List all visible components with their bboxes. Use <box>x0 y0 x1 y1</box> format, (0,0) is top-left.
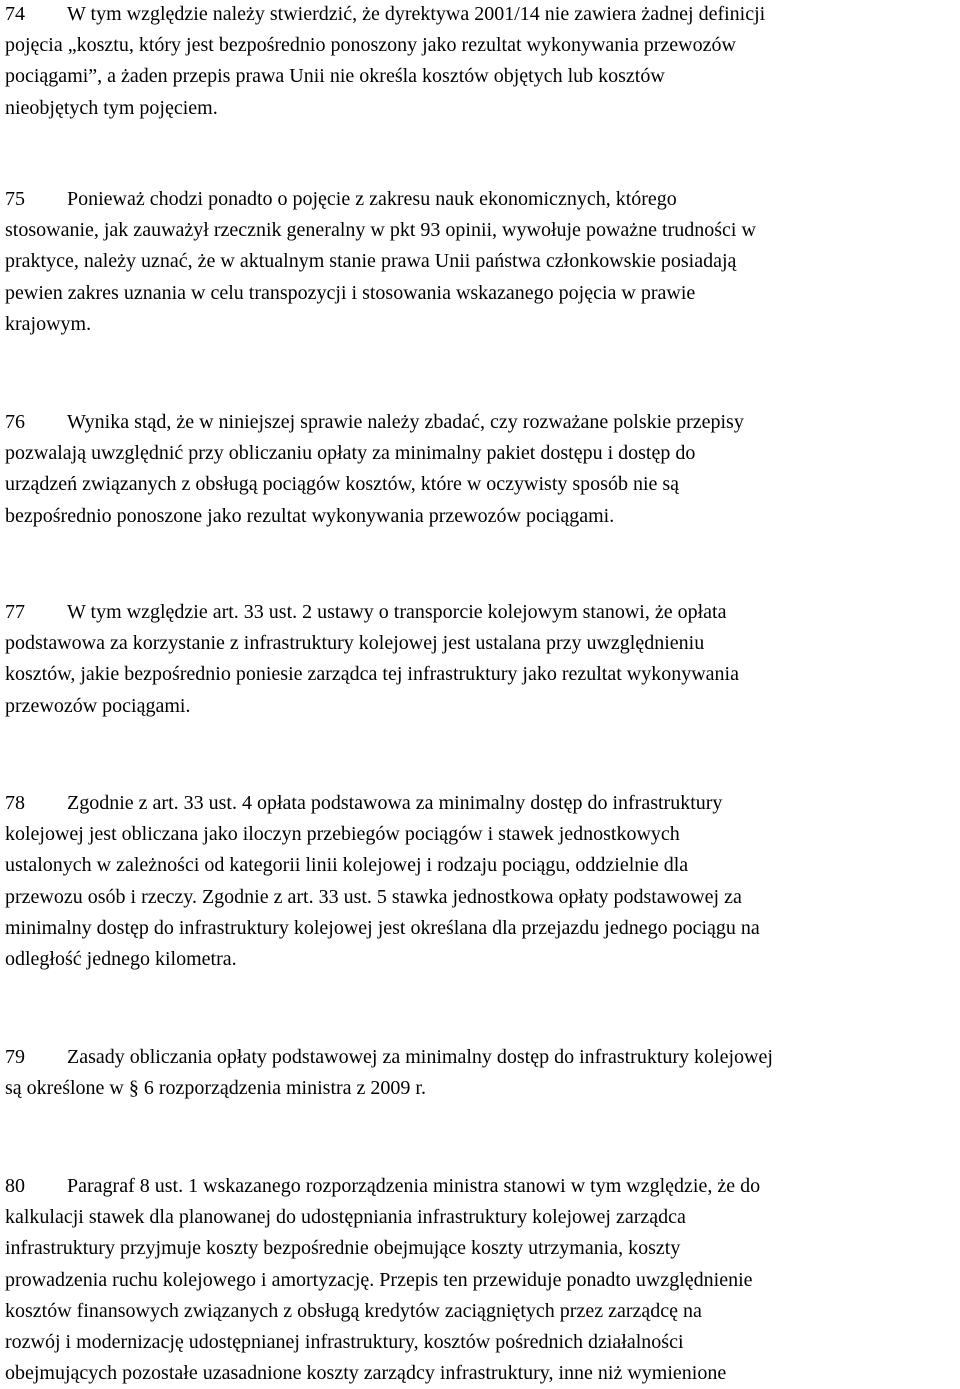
paragraph-line: kosztów finansowych związanych z obsługą kredytów zaciągniętych przez zarządcę na <box>5 1299 702 1322</box>
paragraph-number: 75 <box>5 188 25 210</box>
paragraph-77 <box>5 597 960 722</box>
paragraph-80 <box>5 1171 960 1389</box>
paragraph-number: 77 <box>5 601 25 623</box>
paragraph-line: przewozów pociągami. <box>5 694 191 717</box>
paragraph-line: urządzeń związanych z obsługą pociągów kosztów, które w oczywisty sposób nie są <box>5 473 680 496</box>
paragraph-75 <box>5 184 960 340</box>
paragraph-line <box>5 1042 960 1073</box>
paragraph-line: ustalonych w zależności od kategorii linii kolejowej i rodzaju pociągu, oddzielnie dla <box>5 854 689 877</box>
paragraph-line: kolejowej jest obliczana jako iloczyn przebiegów pociągów i stawek jednostkowych <box>5 823 680 846</box>
paragraph-text: W tym względzie art. 33 ust. 2 ustawy o transporcie kolejowym stanowi, że opłata <box>67 601 727 623</box>
paragraph-text: Paragraf 8 ust. 1 wskazanego rozporządzenia ministra stanowi w tym względzie, że do <box>67 1175 761 1197</box>
paragraph-number: 76 <box>5 411 25 433</box>
paragraph-line: podstawowa za korzystanie z infrastruktury kolejowej jest ustalana przy uwzględnieniu <box>5 632 705 655</box>
paragraph-number: 80 <box>5 1175 25 1197</box>
paragraph-line: kosztów, jakie bezpośrednio poniesie zarządca tej infrastruktury jako rezultat wykonywania <box>5 663 739 686</box>
paragraph-text: Zasady obliczania opłaty podstawowej za minimalny dostęp do infrastruktury kolejowej <box>67 1046 773 1068</box>
paragraph-76 <box>5 407 960 532</box>
paragraph-line: są określone w § 6 rozporządzenia ministra z 2009 r. <box>5 1077 426 1100</box>
paragraph-line <box>5 1171 960 1202</box>
paragraph-line: kalkulacji stawek dla planowanej do udostępniania infrastruktury kolejowej zarządca <box>5 1206 686 1229</box>
paragraph-text: W tym względzie należy stwierdzić, że dyrektywa 2001/14 nie zawiera żadnej definicji <box>67 3 766 25</box>
paragraph-line <box>5 597 960 628</box>
paragraph-number: 79 <box>5 1046 25 1068</box>
paragraph-line: pociągami”, a żaden przepis prawa Unii nie określa kosztów objętych lub kosztów <box>5 65 665 88</box>
paragraph-line: krajowym. <box>5 312 92 335</box>
paragraph-line: stosowanie, jak zauważył rzecznik generalny w pkt 93 opinii, wywołuje poważne trudności w <box>5 219 756 242</box>
paragraph-line: pozwalają uwzględnić przy obliczaniu opłaty za minimalny pakiet dostępu i dostęp do <box>5 442 696 465</box>
paragraph-line <box>5 788 960 819</box>
paragraph-line: pojęcia „kosztu, który jest bezpośrednio ponoszony jako rezultat wykonywania przewozów <box>5 34 736 57</box>
paragraph-line: rozwój i modernizację udostępnianej infrastruktury, kosztów pośrednich działalności <box>5 1330 684 1353</box>
paragraph-78 <box>5 788 960 975</box>
paragraph-74 <box>5 0 960 124</box>
paragraph-line: obejmujących pozostałe uzasadnione koszty zarządcy infrastruktury, inne niż wymienione <box>5 1362 727 1385</box>
paragraph-line <box>5 184 960 215</box>
paragraph-79 <box>5 1042 960 1104</box>
paragraph-line <box>5 0 960 30</box>
paragraph-line: infrastruktury przyjmuje koszty bezpośrednie obejmujące koszty utrzymania, koszty <box>5 1237 681 1260</box>
paragraph-number: 78 <box>5 792 25 814</box>
paragraph-line: pewien zakres uznania w celu transpozycji i stosowania wskazanego pojęcia w prawie <box>5 281 696 304</box>
paragraph-line <box>5 407 960 438</box>
paragraph-text: Zgodnie z art. 33 ust. 4 opłata podstawowa za minimalny dostęp do infrastruktury <box>67 792 723 814</box>
paragraph-number: 74 <box>5 3 25 25</box>
paragraph-text: Ponieważ chodzi ponadto o pojęcie z zakresu nauk ekonomicznych, którego <box>67 188 677 210</box>
paragraph-line: przewozu osób i rzeczy. Zgodnie z art. 33 ust. 5 stawka jednostkowa opłaty podstawowej za <box>5 885 742 908</box>
paragraph-line: nieobjętych tym pojęciem. <box>5 96 218 119</box>
paragraph-line: minimalny dostęp do infrastruktury kolejowej jest określana dla przejazdu jednego pociągu na <box>5 916 760 939</box>
paragraph-line: bezpośrednio ponoszone jako rezultat wykonywania przewozów pociągami. <box>5 504 615 527</box>
paragraph-text: Wynika stąd, że w niniejszej sprawie należy zbadać, czy rozważane polskie przepisy <box>67 411 744 433</box>
paragraph-line: praktyce, należy uznać, że w aktualnym stanie prawa Unii państwa członkowskie posiadają <box>5 250 737 273</box>
paragraph-line: prowadzenia ruchu kolejowego i amortyzację. Przepis ten przewiduje ponadto uwzględnienie <box>5 1268 753 1291</box>
paragraph-line: odległość jednego kilometra. <box>5 947 237 970</box>
